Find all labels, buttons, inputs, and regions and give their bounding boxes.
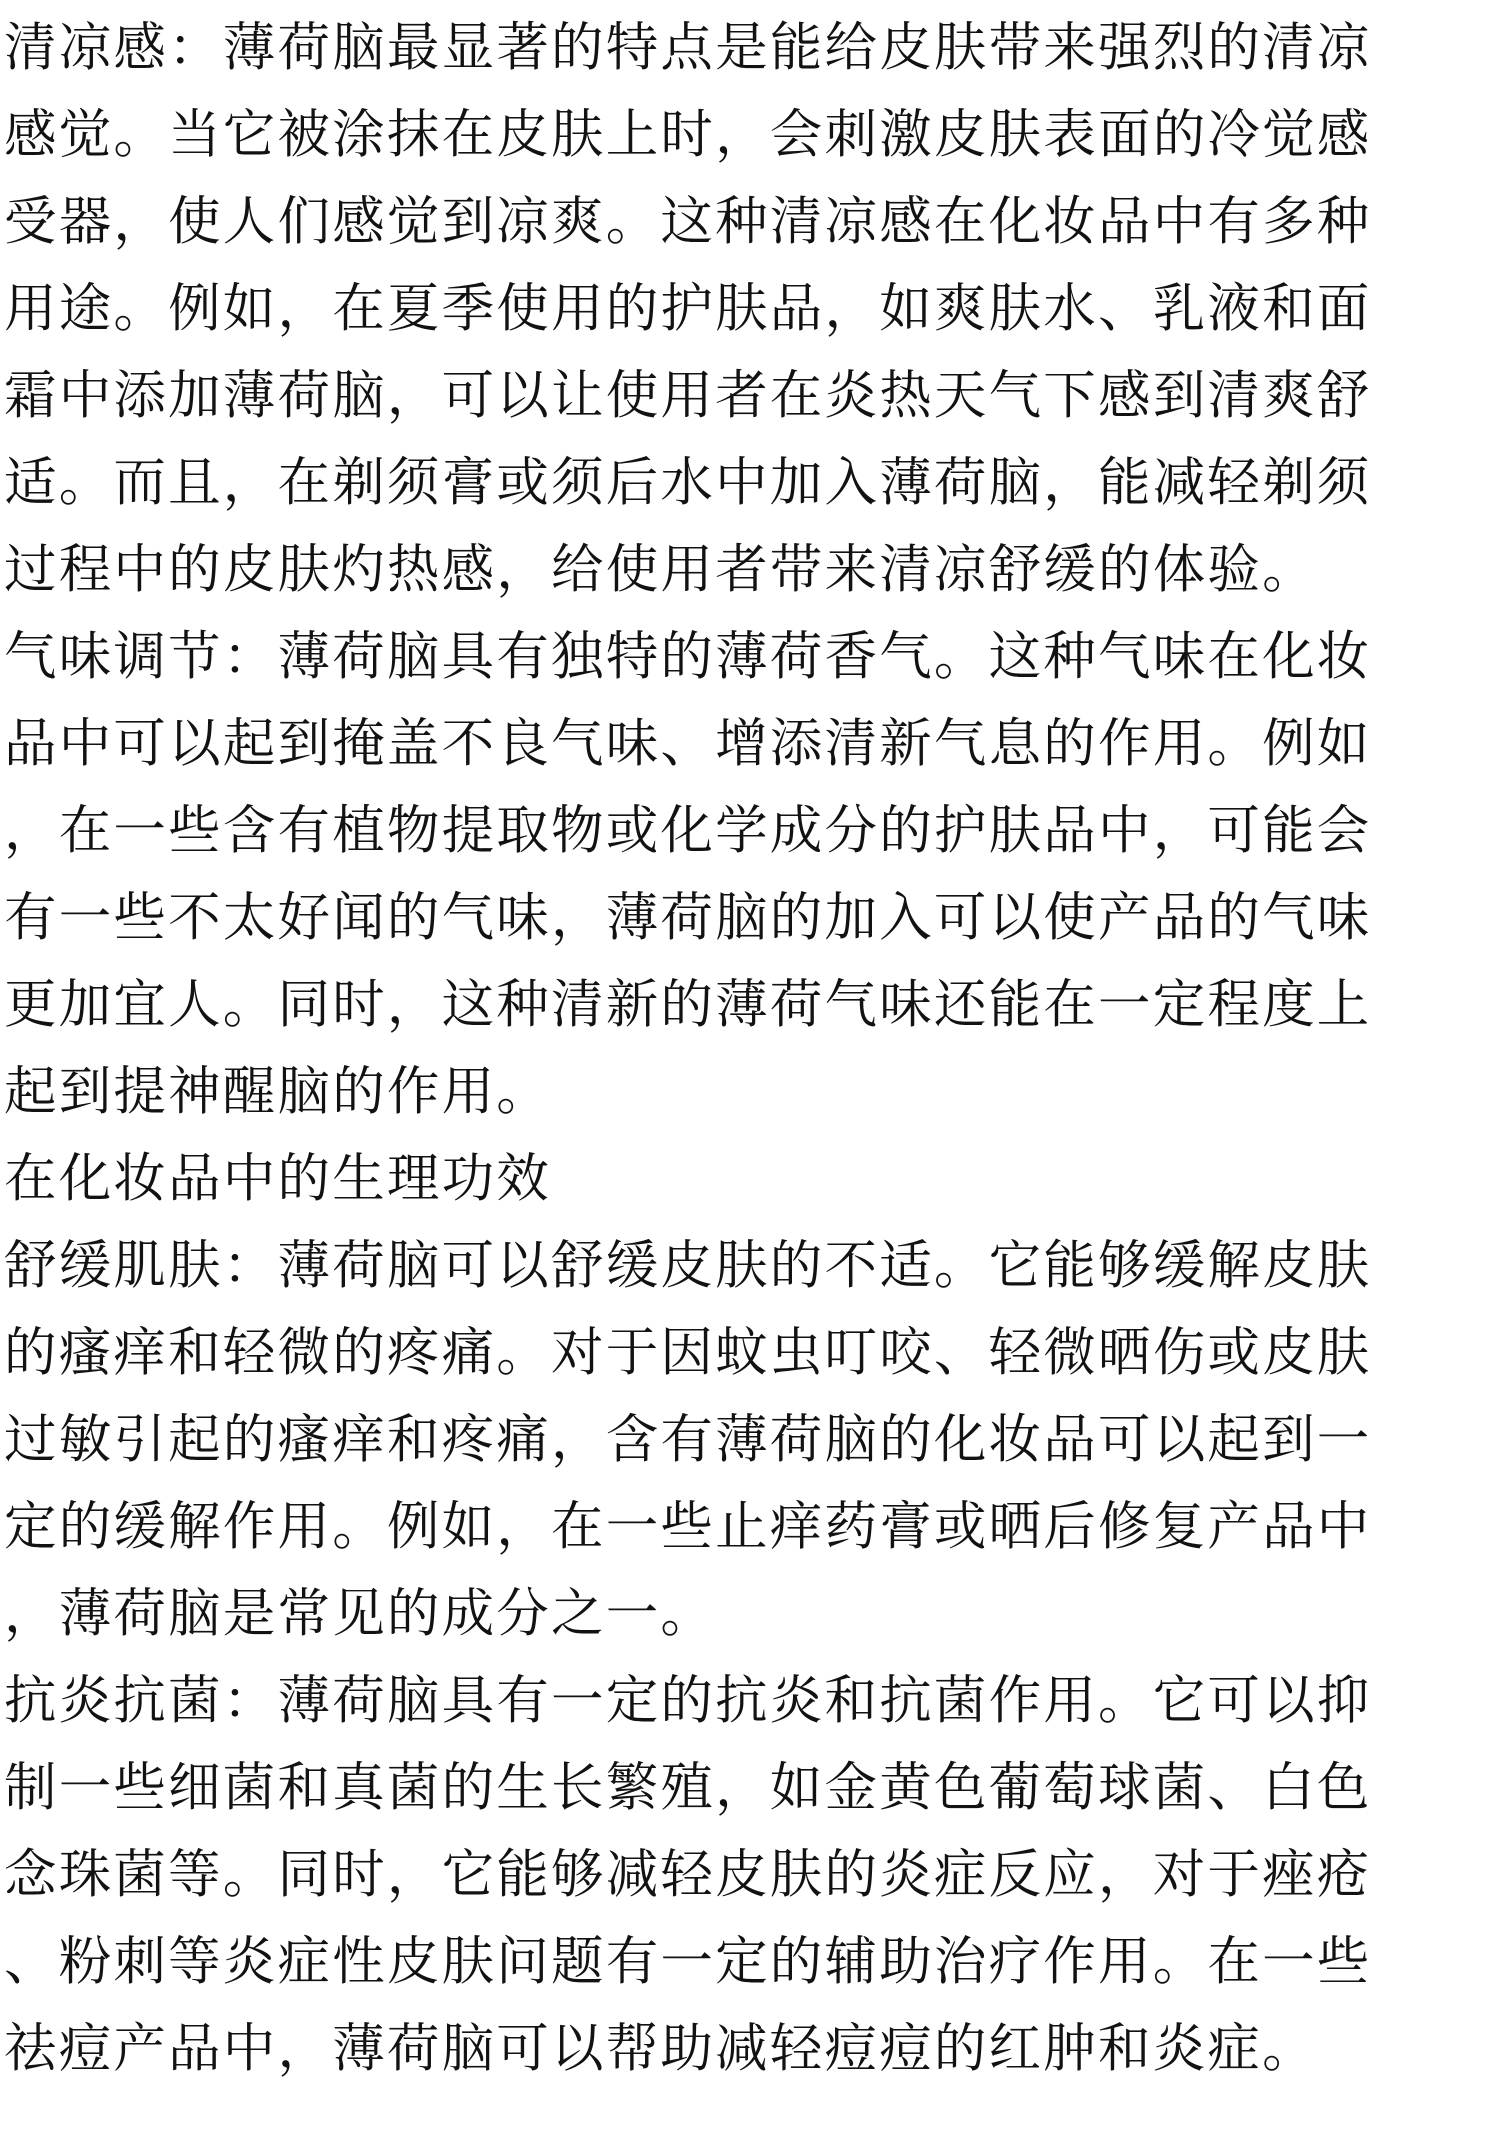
text-line-cooling-1: 清凉感：薄荷脑最显著的特点是能给皮肤带来强烈的清凉	[4, 17, 1372, 78]
text-line-cooling-4: 用途。例如，在夏季使用的护肤品，如爽肤水、乳液和面	[4, 278, 1372, 339]
text-line-odor-3: ，在一些含有植物提取物或化学成分的护肤品中，可能会	[4, 800, 1372, 861]
document-text	[4, 4, 1484, 2092]
text-line-soothing-5: ，薄荷脑是常见的成分之一。	[4, 1583, 716, 1644]
text-line-antibacterial-1: 抗炎抗菌：薄荷脑具有一定的抗炎和抗菌作用。它可以抑	[4, 1670, 1372, 1731]
text-line-soothing-2: 的瘙痒和轻微的疼痛。对于因蚊虫叮咬、轻微晒伤或皮肤	[4, 1322, 1372, 1383]
text-line-odor-4: 有一些不太好闻的气味，薄荷脑的加入可以使产品的气味	[4, 887, 1372, 948]
text-line-odor-6: 起到提神醒脑的作用。	[4, 1061, 552, 1122]
text-line-cooling-3: 受器，使人们感觉到凉爽。这种清凉感在化妆品中有多种	[4, 191, 1372, 252]
text-line-odor-1: 气味调节：薄荷脑具有独特的薄荷香气。这种气味在化妆	[4, 626, 1372, 687]
text-line-soothing-4: 定的缓解作用。例如，在一些止痒药膏或晒后修复产品中	[4, 1496, 1372, 1557]
text-line-cooling-7: 过程中的皮肤灼热感，给使用者带来清凉舒缓的体验。	[4, 539, 1317, 600]
text-line-soothing-1: 舒缓肌肤：薄荷脑可以舒缓皮肤的不适。它能够缓解皮肤	[4, 1235, 1372, 1296]
text-line-antibacterial-3: 念珠菌等。同时，它能够减轻皮肤的炎症反应，对于痤疮	[4, 1844, 1372, 1905]
text-line-antibacterial-5: 祛痘产品中，薄荷脑可以帮助减轻痘痘的红肿和炎症。	[4, 2018, 1317, 2079]
text-line-cooling-6: 适。而且，在剃须膏或须后水中加入薄荷脑，能减轻剃须	[4, 452, 1372, 513]
text-line-soothing-3: 过敏引起的瘙痒和疼痛，含有薄荷脑的化妆品可以起到一	[4, 1409, 1372, 1470]
section-heading-physiological-effects: 在化妆品中的生理功效	[4, 1148, 552, 1209]
text-line-odor-2: 品中可以起到掩盖不良气味、增添清新气息的作用。例如	[4, 713, 1372, 774]
text-line-antibacterial-4: 、粉刺等炎症性皮肤问题有一定的辅助治疗作用。在一些	[4, 1931, 1372, 1992]
text-line-cooling-5: 霜中添加薄荷脑，可以让使用者在炎热天气下感到清爽舒	[4, 365, 1372, 426]
text-line-cooling-2: 感觉。当它被涂抹在皮肤上时，会刺激皮肤表面的冷觉感	[4, 104, 1372, 165]
text-line-odor-5: 更加宜人。同时，这种清新的薄荷气味还能在一定程度上	[4, 974, 1372, 1035]
text-line-antibacterial-2: 制一些细菌和真菌的生长繁殖，如金黄色葡萄球菌、白色	[4, 1757, 1372, 1818]
